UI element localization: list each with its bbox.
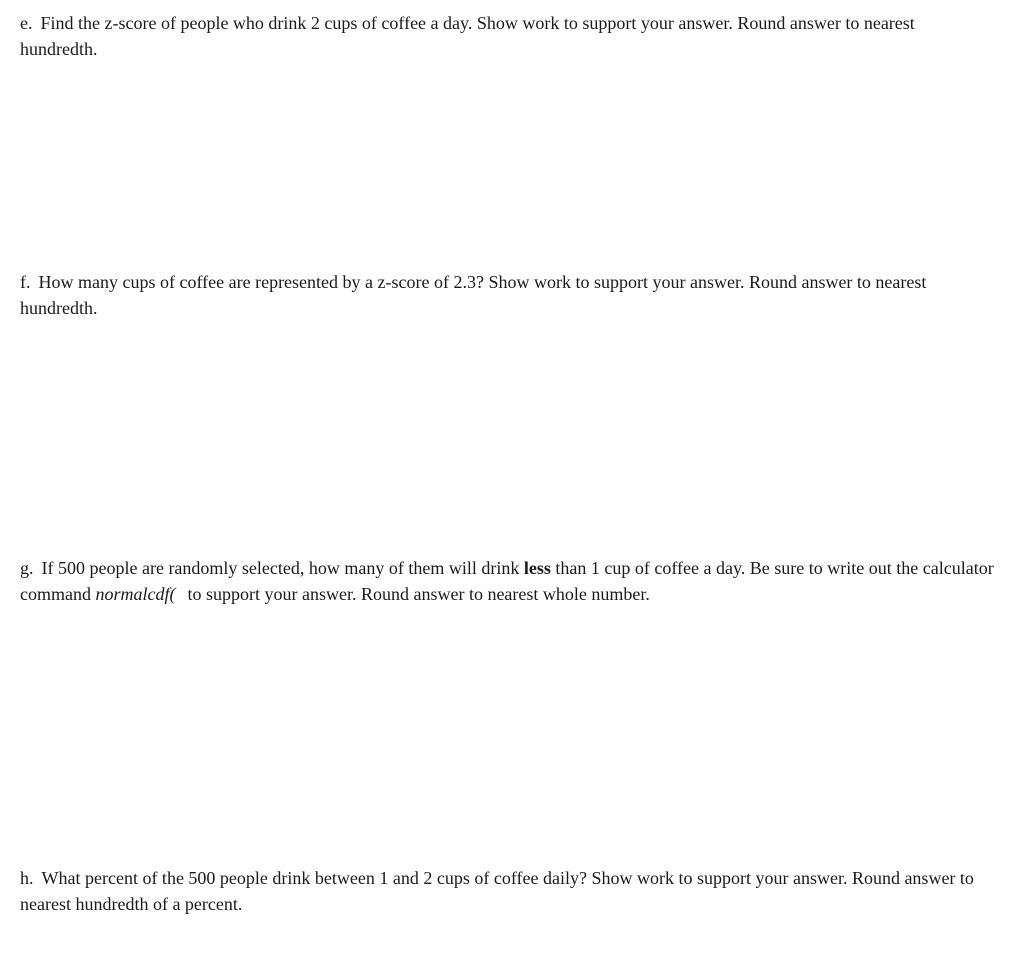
question-f — [20, 269, 995, 321]
question-g-text-before: If 500 people are randomly selected, how many of them will drink — [41, 558, 520, 578]
question-g-text-middle: than 1 cup of coffee a day. Be sure to write out the calculator command — [20, 558, 994, 604]
question-f-letter: f. — [20, 272, 31, 292]
question-g-bold-word: less — [523, 558, 551, 578]
question-h — [20, 865, 995, 917]
question-g-letter: g. — [20, 558, 34, 578]
question-g-text-after: to support your answer. Round answer to nearest whole number. — [187, 584, 650, 604]
question-f-text: How many cups of coffee are represented by a z-score of 2.3? Show work to support your answer. Round answer to nearest hundredth. — [20, 272, 927, 318]
question-h-text: What percent of the 500 people drink between 1 and 2 cups of coffee daily? Show work to support your answer. Round answer to nearest hundredth of a percent. — [20, 868, 974, 914]
question-e-letter: e. — [20, 13, 33, 33]
question-g-calculator-command: normalcdf( — [95, 584, 176, 604]
question-e — [20, 10, 995, 62]
question-e-text: Find the z-score of people who drink 2 cups of coffee a day. Show work to support your answer. Round answer to nearest hundredth. — [20, 13, 915, 59]
question-h-letter: h. — [20, 868, 34, 888]
question-g — [20, 555, 995, 607]
